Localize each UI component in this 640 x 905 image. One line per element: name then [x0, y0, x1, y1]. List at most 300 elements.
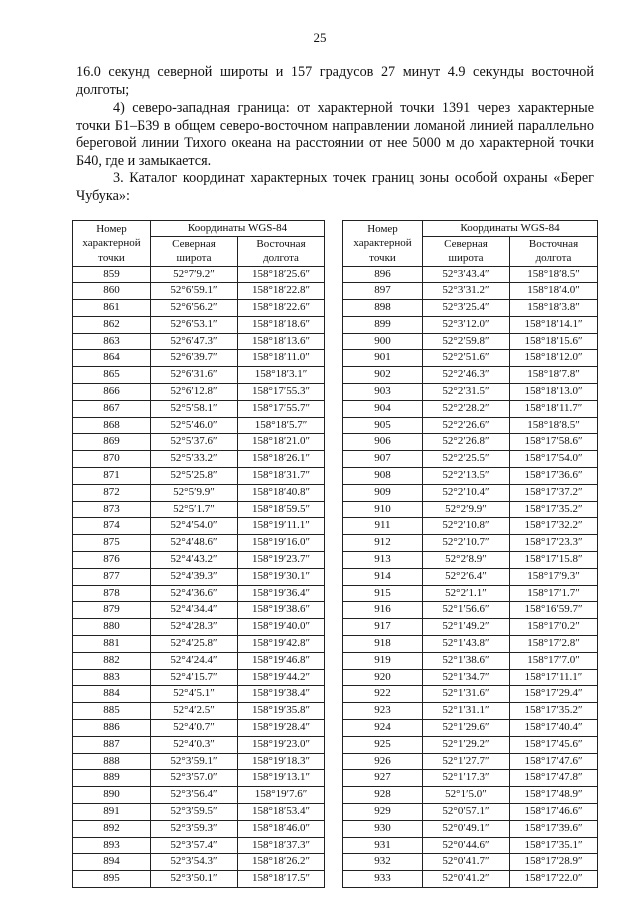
longitude-cell: 158°18′25.6″ [238, 266, 325, 283]
latitude-cell: 52°2′13.5″ [423, 468, 510, 485]
table-row [73, 770, 325, 787]
latitude-cell: 52°1′34.7″ [423, 669, 510, 686]
longitude-cell: 158°18′4.0″ [510, 283, 598, 300]
latitude-cell: 52°3′50.1″ [151, 871, 238, 888]
table-row [73, 602, 325, 619]
longitude-cell: 158°17′0.2″ [510, 619, 598, 636]
latitude-cell: 52°4′54.0″ [151, 518, 238, 535]
longitude-cell: 158°19′40.0″ [238, 619, 325, 636]
latitude-cell: 52°5′25.8″ [151, 468, 238, 485]
point-number-cell: 897 [343, 283, 423, 300]
latitude-cell: 52°3′54.3″ [151, 854, 238, 871]
table-row [343, 669, 598, 686]
point-number-cell: 924 [343, 720, 423, 737]
latitude-cell: 52°6′31.6″ [151, 367, 238, 384]
longitude-cell: 158°17′46.6″ [510, 804, 598, 821]
table-row [343, 619, 598, 636]
longitude-cell: 158°18′26.2″ [238, 854, 325, 871]
table-row [343, 316, 598, 333]
table-row [343, 753, 598, 770]
longitude-cell: 158°19′30.1″ [238, 568, 325, 585]
latitude-cell: 52°3′57.4″ [151, 837, 238, 854]
table-row [343, 602, 598, 619]
longitude-cell: 158°18′5.7″ [238, 417, 325, 434]
point-number-cell: 908 [343, 468, 423, 485]
table-row [73, 300, 325, 317]
point-number-cell: 875 [73, 535, 151, 552]
table-row [73, 434, 325, 451]
latitude-cell: 52°2′6.4″ [423, 568, 510, 585]
point-number-cell: 878 [73, 585, 151, 602]
table-row [343, 333, 598, 350]
table-row [343, 552, 598, 569]
latitude-cell: 52°2′26.8″ [423, 434, 510, 451]
latitude-cell: 52°1′27.7″ [423, 753, 510, 770]
longitude-cell: 158°19′42.8″ [238, 636, 325, 653]
latitude-cell: 52°1′17.3″ [423, 770, 510, 787]
latitude-cell: 52°4′24.4″ [151, 652, 238, 669]
table-row [343, 518, 598, 535]
longitude-cell: 158°17′35.1″ [510, 837, 598, 854]
longitude-cell: 158°18′13.6″ [238, 333, 325, 350]
point-number-cell: 879 [73, 602, 151, 619]
latitude-cell: 52°2′51.6″ [423, 350, 510, 367]
longitude-cell: 158°17′29.4″ [510, 686, 598, 703]
table-row [73, 266, 325, 283]
table-row [73, 720, 325, 737]
coordinates-table-left [72, 220, 325, 888]
point-number-cell: 916 [343, 602, 423, 619]
point-number-cell: 859 [73, 266, 151, 283]
latitude-cell: 52°7′9.2″ [151, 266, 238, 283]
point-number-cell: 893 [73, 837, 151, 854]
longitude-cell: 158°19′23.7″ [238, 552, 325, 569]
latitude-cell: 52°0′41.7″ [423, 854, 510, 871]
point-number-cell: 927 [343, 770, 423, 787]
longitude-cell: 158°19′23.0″ [238, 736, 325, 753]
latitude-cell: 52°2′8.9″ [423, 552, 510, 569]
table-row [73, 417, 325, 434]
table-row [73, 837, 325, 854]
latitude-cell: 52°4′0.3″ [151, 736, 238, 753]
latitude-cell: 52°6′39.7″ [151, 350, 238, 367]
longitude-cell: 158°16′59.7″ [510, 602, 598, 619]
latitude-cell: 52°6′56.2″ [151, 300, 238, 317]
latitude-cell: 52°1′43.8″ [423, 636, 510, 653]
header-longitude: Восточная долгота [238, 236, 325, 266]
latitude-cell: 52°4′0.7″ [151, 720, 238, 737]
longitude-cell: 158°18′37.3″ [238, 837, 325, 854]
point-number-cell: 917 [343, 619, 423, 636]
paragraph-latitude-continuation: 16.0 секунд северной широты и 157 градусов 27 минут 4.9 секунды восточной долготы; [76, 64, 594, 98]
table-row [343, 736, 598, 753]
header-point-number: Номер характерной точки [343, 221, 423, 267]
latitude-cell: 52°4′15.7″ [151, 669, 238, 686]
table-row [73, 518, 325, 535]
table-row [73, 316, 325, 333]
latitude-cell: 52°6′59.1″ [151, 283, 238, 300]
latitude-cell: 52°1′5.0″ [423, 787, 510, 804]
longitude-cell: 158°18′7.8″ [510, 367, 598, 384]
point-number-cell: 891 [73, 804, 151, 821]
latitude-cell: 52°2′1.1″ [423, 585, 510, 602]
point-number-cell: 864 [73, 350, 151, 367]
point-number-cell: 914 [343, 568, 423, 585]
longitude-cell: 158°19′16.0″ [238, 535, 325, 552]
longitude-cell: 158°17′28.9″ [510, 854, 598, 871]
longitude-cell: 158°18′46.0″ [238, 820, 325, 837]
table-row [343, 484, 598, 501]
longitude-cell: 158°18′17.5″ [238, 871, 325, 888]
latitude-cell: 52°4′39.3″ [151, 568, 238, 585]
latitude-cell: 52°4′2.5″ [151, 703, 238, 720]
point-number-cell: 933 [343, 871, 423, 888]
page-number: 25 [313, 30, 327, 45]
table-row [343, 568, 598, 585]
longitude-cell: 158°17′22.0″ [510, 871, 598, 888]
point-number-cell: 910 [343, 501, 423, 518]
latitude-cell: 52°2′59.8″ [423, 333, 510, 350]
table-row [73, 871, 325, 888]
point-number-cell: 892 [73, 820, 151, 837]
table-row [343, 686, 598, 703]
table-row [343, 804, 598, 821]
longitude-cell: 158°19′38.6″ [238, 602, 325, 619]
table-row [73, 568, 325, 585]
table-row [73, 854, 325, 871]
point-number-cell: 909 [343, 484, 423, 501]
longitude-cell: 158°18′53.4″ [238, 804, 325, 821]
point-number-cell: 915 [343, 585, 423, 602]
point-number-cell: 920 [343, 669, 423, 686]
longitude-cell: 158°18′3.8″ [510, 300, 598, 317]
longitude-cell: 158°19′44.2″ [238, 669, 325, 686]
longitude-cell: 158°19′7.6″ [238, 787, 325, 804]
point-number-cell: 887 [73, 736, 151, 753]
latitude-cell: 52°1′56.6″ [423, 602, 510, 619]
latitude-cell: 52°1′29.6″ [423, 720, 510, 737]
longitude-cell: 158°18′21.0″ [238, 434, 325, 451]
latitude-cell: 52°4′48.6″ [151, 535, 238, 552]
point-number-cell: 890 [73, 787, 151, 804]
longitude-cell: 158°18′11.7″ [510, 400, 598, 417]
table-row [73, 652, 325, 669]
longitude-cell: 158°17′40.4″ [510, 720, 598, 737]
table-row [343, 703, 598, 720]
table-row [343, 384, 598, 401]
table-row [73, 636, 325, 653]
table-row [343, 820, 598, 837]
table-row [343, 451, 598, 468]
latitude-cell: 52°1′29.2″ [423, 736, 510, 753]
point-number-cell: 874 [73, 518, 151, 535]
longitude-cell: 158°18′14.1″ [510, 316, 598, 333]
table-row [343, 585, 598, 602]
latitude-cell: 52°0′49.1″ [423, 820, 510, 837]
latitude-cell: 52°4′28.3″ [151, 619, 238, 636]
table-row [343, 468, 598, 485]
table-row [343, 787, 598, 804]
latitude-cell: 52°1′49.2″ [423, 619, 510, 636]
point-number-cell: 884 [73, 686, 151, 703]
table-row [343, 367, 598, 384]
header-coords-group: Координаты WGS-84 [151, 221, 325, 237]
point-number-cell: 911 [343, 518, 423, 535]
table-row [343, 501, 598, 518]
point-number-cell: 904 [343, 400, 423, 417]
latitude-cell: 52°5′1.7″ [151, 501, 238, 518]
longitude-cell: 158°18′12.0″ [510, 350, 598, 367]
point-number-cell: 877 [73, 568, 151, 585]
point-number-cell: 867 [73, 400, 151, 417]
table-row [343, 770, 598, 787]
longitude-cell: 158°17′11.1″ [510, 669, 598, 686]
longitude-cell: 158°18′15.6″ [510, 333, 598, 350]
longitude-cell: 158°19′46.8″ [238, 652, 325, 669]
longitude-cell: 158°18′13.0″ [510, 384, 598, 401]
latitude-cell: 52°3′59.3″ [151, 820, 238, 837]
latitude-cell: 52°5′33.2″ [151, 451, 238, 468]
longitude-cell: 158°17′15.8″ [510, 552, 598, 569]
point-number-cell: 896 [343, 266, 423, 283]
longitude-cell: 158°19′28.4″ [238, 720, 325, 737]
point-number-cell: 888 [73, 753, 151, 770]
point-number-cell: 866 [73, 384, 151, 401]
point-number-cell: 869 [73, 434, 151, 451]
table-row [73, 669, 325, 686]
point-number-cell: 932 [343, 854, 423, 871]
longitude-cell: 158°17′2.8″ [510, 636, 598, 653]
longitude-cell: 158°18′31.7″ [238, 468, 325, 485]
table-row [73, 333, 325, 350]
latitude-cell: 52°3′59.1″ [151, 753, 238, 770]
header-point-number: Номер характерной точки [73, 221, 151, 267]
latitude-cell: 52°3′12.0″ [423, 316, 510, 333]
point-number-cell: 889 [73, 770, 151, 787]
table-row [343, 652, 598, 669]
point-number-cell: 860 [73, 283, 151, 300]
longitude-cell: 158°17′39.6″ [510, 820, 598, 837]
table-row [343, 434, 598, 451]
latitude-cell: 52°3′25.4″ [423, 300, 510, 317]
point-number-cell: 868 [73, 417, 151, 434]
longitude-cell: 158°18′22.8″ [238, 283, 325, 300]
point-number-cell: 923 [343, 703, 423, 720]
latitude-cell: 52°5′58.1″ [151, 400, 238, 417]
table-row [73, 787, 325, 804]
longitude-cell: 158°17′37.2″ [510, 484, 598, 501]
latitude-cell: 52°2′31.5″ [423, 384, 510, 401]
point-number-cell: 902 [343, 367, 423, 384]
longitude-cell: 158°17′9.3″ [510, 568, 598, 585]
point-number-cell: 871 [73, 468, 151, 485]
longitude-cell: 158°19′35.8″ [238, 703, 325, 720]
table-row [73, 400, 325, 417]
longitude-cell: 158°18′3.1″ [238, 367, 325, 384]
header-longitude: Восточная долгота [510, 236, 598, 266]
longitude-cell: 158°19′18.3″ [238, 753, 325, 770]
longitude-cell: 158°17′1.7″ [510, 585, 598, 602]
table-row [73, 552, 325, 569]
table-row [73, 753, 325, 770]
point-number-cell: 861 [73, 300, 151, 317]
point-number-cell: 907 [343, 451, 423, 468]
longitude-cell: 158°18′40.8″ [238, 484, 325, 501]
latitude-cell: 52°2′46.3″ [423, 367, 510, 384]
table-row [343, 636, 598, 653]
table-row [73, 451, 325, 468]
point-number-cell: 929 [343, 804, 423, 821]
longitude-cell: 158°17′35.2″ [510, 501, 598, 518]
latitude-cell: 52°4′25.8″ [151, 636, 238, 653]
latitude-cell: 52°4′36.6″ [151, 585, 238, 602]
latitude-cell: 52°3′57.0″ [151, 770, 238, 787]
table-row [73, 585, 325, 602]
point-number-cell: 899 [343, 316, 423, 333]
latitude-cell: 52°2′10.4″ [423, 484, 510, 501]
longitude-cell: 158°19′11.1″ [238, 518, 325, 535]
longitude-cell: 158°17′55.3″ [238, 384, 325, 401]
point-number-cell: 906 [343, 434, 423, 451]
point-number-cell: 913 [343, 552, 423, 569]
table-row [343, 871, 598, 888]
longitude-cell: 158°17′36.6″ [510, 468, 598, 485]
latitude-cell: 52°3′56.4″ [151, 787, 238, 804]
point-number-cell: 903 [343, 384, 423, 401]
longitude-cell: 158°18′18.6″ [238, 316, 325, 333]
longitude-cell: 158°18′8.5″ [510, 417, 598, 434]
point-number-cell: 922 [343, 686, 423, 703]
latitude-cell: 52°2′26.6″ [423, 417, 510, 434]
table-row [343, 350, 598, 367]
longitude-cell: 158°17′58.6″ [510, 434, 598, 451]
table-row [73, 535, 325, 552]
point-number-cell: 894 [73, 854, 151, 871]
longitude-cell: 158°17′32.2″ [510, 518, 598, 535]
longitude-cell: 158°17′55.7″ [238, 400, 325, 417]
latitude-cell: 52°2′10.8″ [423, 518, 510, 535]
point-number-cell: 876 [73, 552, 151, 569]
longitude-cell: 158°18′59.5″ [238, 501, 325, 518]
latitude-cell: 52°1′31.1″ [423, 703, 510, 720]
point-number-cell: 863 [73, 333, 151, 350]
longitude-cell: 158°17′23.3″ [510, 535, 598, 552]
latitude-cell: 52°2′28.2″ [423, 400, 510, 417]
longitude-cell: 158°19′13.1″ [238, 770, 325, 787]
table-row [73, 283, 325, 300]
point-number-cell: 925 [343, 736, 423, 753]
latitude-cell: 52°5′37.6″ [151, 434, 238, 451]
point-number-cell: 865 [73, 367, 151, 384]
table-row [73, 350, 325, 367]
point-number-cell: 919 [343, 652, 423, 669]
table-row [73, 468, 325, 485]
latitude-cell: 52°6′47.3″ [151, 333, 238, 350]
table-row [73, 804, 325, 821]
table-row [343, 854, 598, 871]
latitude-cell: 52°3′43.4″ [423, 266, 510, 283]
paragraph-catalog-intro: 3. Каталог координат характерных точек границ зоны особой охраны «Берег Чубука»: [76, 170, 594, 204]
point-number-cell: 898 [343, 300, 423, 317]
longitude-cell: 158°18′8.5″ [510, 266, 598, 283]
table-row [73, 736, 325, 753]
latitude-cell: 52°1′31.6″ [423, 686, 510, 703]
table-row [343, 266, 598, 283]
latitude-cell: 52°4′43.2″ [151, 552, 238, 569]
point-number-cell: 901 [343, 350, 423, 367]
latitude-cell: 52°4′5.1″ [151, 686, 238, 703]
point-number-cell: 905 [343, 417, 423, 434]
table-row [73, 501, 325, 518]
point-number-cell: 872 [73, 484, 151, 501]
table-row [73, 384, 325, 401]
header-latitude: Северная широта [151, 236, 238, 266]
point-number-cell: 883 [73, 669, 151, 686]
longitude-cell: 158°17′7.0″ [510, 652, 598, 669]
longitude-cell: 158°17′48.9″ [510, 787, 598, 804]
longitude-cell: 158°17′47.8″ [510, 770, 598, 787]
latitude-cell: 52°3′31.2″ [423, 283, 510, 300]
table-row [73, 703, 325, 720]
table-row [343, 283, 598, 300]
latitude-cell: 52°6′53.1″ [151, 316, 238, 333]
point-number-cell: 886 [73, 720, 151, 737]
latitude-cell: 52°4′34.4″ [151, 602, 238, 619]
coordinates-table-right [342, 220, 598, 888]
header-latitude: Северная широта [423, 236, 510, 266]
latitude-cell: 52°2′25.5″ [423, 451, 510, 468]
point-number-cell: 870 [73, 451, 151, 468]
point-number-cell: 900 [343, 333, 423, 350]
point-number-cell: 930 [343, 820, 423, 837]
point-number-cell: 931 [343, 837, 423, 854]
latitude-cell: 52°2′10.7″ [423, 535, 510, 552]
table-row [73, 367, 325, 384]
table-row [73, 820, 325, 837]
point-number-cell: 885 [73, 703, 151, 720]
point-number-cell: 918 [343, 636, 423, 653]
point-number-cell: 928 [343, 787, 423, 804]
coordinates-table-left-body [73, 266, 325, 887]
longitude-cell: 158°18′22.6″ [238, 300, 325, 317]
longitude-cell: 158°17′35.2″ [510, 703, 598, 720]
latitude-cell: 52°1′38.6″ [423, 652, 510, 669]
latitude-cell: 52°0′57.1″ [423, 804, 510, 821]
longitude-cell: 158°18′11.0″ [238, 350, 325, 367]
table-row [343, 837, 598, 854]
latitude-cell: 52°5′9.9″ [151, 484, 238, 501]
coordinates-table-right-body [343, 266, 598, 887]
longitude-cell: 158°19′36.4″ [238, 585, 325, 602]
paragraph-northwest-boundary: 4) северо-западная граница: от характерной точки 1391 через характерные точки Б1–Б39 в общем северо-восточном направлении ломаной линией параллельно береговой линии Тихого океана на расстоянии от нее 5000 м до характерной точки Б40, где и замыкается. [76, 100, 594, 169]
latitude-cell: 52°0′41.2″ [423, 871, 510, 888]
latitude-cell: 52°3′59.5″ [151, 804, 238, 821]
table-row [343, 720, 598, 737]
point-number-cell: 895 [73, 871, 151, 888]
point-number-cell: 882 [73, 652, 151, 669]
table-row [73, 619, 325, 636]
longitude-cell: 158°17′54.0″ [510, 451, 598, 468]
table-row [73, 484, 325, 501]
longitude-cell: 158°17′45.6″ [510, 736, 598, 753]
longitude-cell: 158°19′38.4″ [238, 686, 325, 703]
latitude-cell: 52°6′12.8″ [151, 384, 238, 401]
point-number-cell: 873 [73, 501, 151, 518]
table-row [343, 417, 598, 434]
table-row [343, 535, 598, 552]
point-number-cell: 862 [73, 316, 151, 333]
longitude-cell: 158°17′47.6″ [510, 753, 598, 770]
